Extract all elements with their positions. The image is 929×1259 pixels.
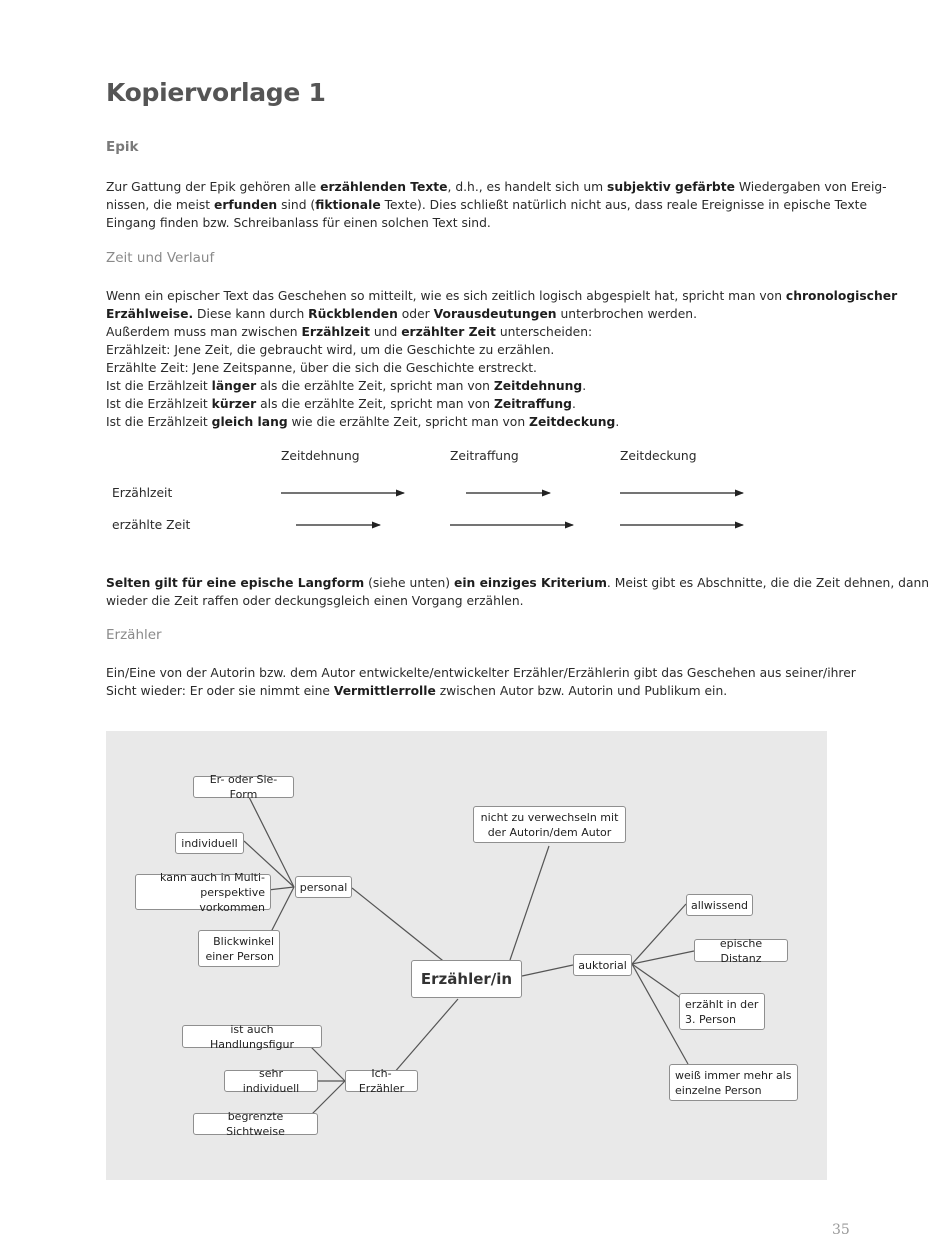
bold-term: gleich lang xyxy=(211,415,288,429)
text-run: wie die erzählte Zeit, spricht man von xyxy=(287,415,530,429)
mindmap-personal-item: Er- oder Sie-Form xyxy=(193,776,294,798)
mindmap-auktorial-item: allwissend xyxy=(686,894,753,916)
text-run: . xyxy=(615,415,620,429)
paragraph-erzaehler xyxy=(106,664,856,700)
text-run: Außerdem muss man zwischen xyxy=(106,325,302,339)
mindmap-personal-item: Blickwinkel einer Person xyxy=(198,930,280,967)
mindmap-auktorial-item: erzählt in der 3. Person xyxy=(679,993,765,1030)
text-run: Ist die Erzählzeit xyxy=(106,415,212,429)
diagram-column-zeitraffung: Zeitraffung xyxy=(450,449,519,463)
bold-term: erzählenden Texte xyxy=(320,180,448,194)
text-run: Zur Gattung der Epik gehören alle xyxy=(106,180,321,194)
section-heading-epik: Epik xyxy=(106,139,139,155)
diagram-column-zeitdeckung: Zeitdeckung xyxy=(620,449,697,463)
mindmap-personal-item: individuell xyxy=(175,832,244,854)
mindmap-auktorial-node: auktorial xyxy=(573,954,632,976)
text-run: , d.h., es handelt sich um xyxy=(447,180,608,194)
bold-term: fiktionale xyxy=(315,198,381,212)
bold-term: Rückblenden xyxy=(308,307,398,321)
text-run: Wiedergaben von Ereig- xyxy=(734,180,887,194)
text-run: oder xyxy=(397,307,434,321)
text-run: sind ( xyxy=(277,198,316,212)
diagram-row-erzaehlte-zeit: erzählte Zeit xyxy=(112,518,191,532)
section-heading-erzaehler: Erzähler xyxy=(106,627,162,643)
text-run: wieder die Zeit raffen oder deckungsgleich einen Vorgang erzählen. xyxy=(106,594,524,608)
diagram-row-erzaehlzeit: Erzählzeit xyxy=(112,486,173,500)
mindmap-ich-item: sehr individuell xyxy=(224,1070,318,1092)
text-line xyxy=(106,592,830,610)
text-line xyxy=(106,664,856,682)
bold-term: Zeitdeckung xyxy=(529,415,616,429)
mindmap-note-node: nicht zu verwechseln mit der Autorin/dem Autor xyxy=(473,806,626,843)
bold-term: erfunden xyxy=(214,198,278,212)
mindmap-auktorial-item: epische Distanz xyxy=(694,939,788,962)
section-heading-zeit: Zeit und Verlauf xyxy=(106,250,215,266)
bold-term: Vermittlerrolle xyxy=(333,684,436,698)
text-run: (siehe unten) xyxy=(364,576,454,590)
text-run: als die erzählte Zeit, spricht man von xyxy=(256,379,494,393)
diagram-column-zeitdehnung: Zeitdehnung xyxy=(281,449,360,463)
text-run: und xyxy=(369,325,402,339)
mindmap-ich-item: begrenzte Sichtweise xyxy=(193,1113,318,1135)
bold-term: Zeitraffung xyxy=(493,397,572,411)
text-run: Ist die Erzählzeit xyxy=(106,379,212,393)
page-number: 35 xyxy=(832,1222,850,1238)
mindmap-ich-node: Ich-Erzähler xyxy=(345,1070,418,1092)
bold-term: subjektiv gefärbte xyxy=(607,180,735,194)
bold-term: kürzer xyxy=(211,397,257,411)
text-run: Diese kann durch xyxy=(193,307,309,321)
text-run: nissen, die meist xyxy=(106,198,214,212)
mindmap-center-node: Erzähler/in xyxy=(411,960,522,998)
text-run: Erzählte Zeit: Jene Zeitspanne, über die sich die Geschichte erstreckt. xyxy=(106,361,537,375)
text-run: . Meist gibt es Abschnitte, die die Zeit dehnen, dann xyxy=(606,576,929,590)
text-run: unterbrochen werden. xyxy=(556,307,697,321)
text-line xyxy=(106,682,830,700)
text-run: zwischen Autor bzw. Autorin und Publikum ein. xyxy=(435,684,728,698)
text-run: unterscheiden: xyxy=(495,325,593,339)
mindmap-auktorial-item: weiß immer mehr als einzelne Person xyxy=(669,1064,798,1101)
text-run: als die erzählte Zeit, spricht man von xyxy=(256,397,494,411)
bold-term: ein einziges Kriterium xyxy=(454,576,607,590)
text-run: Ist die Erzählzeit xyxy=(106,397,212,411)
text-run: Sicht wieder: Er oder sie nimmt eine xyxy=(106,684,334,698)
bold-term: Vorausdeutungen xyxy=(433,307,557,321)
text-run: . xyxy=(582,379,587,393)
bold-term: Zeitdehnung xyxy=(493,379,583,393)
text-run: Erzählzeit: Jene Zeit, die gebraucht wird, um die Geschichte zu erzählen. xyxy=(106,343,555,357)
time-diagram-arrows xyxy=(0,0,890,560)
text-run: . xyxy=(571,397,576,411)
bold-term: chronologischer xyxy=(785,289,898,303)
page-title: Kopiervorlage 1 xyxy=(106,78,326,107)
mindmap-ich-item: ist auch Handlungsfigur xyxy=(182,1025,322,1048)
paragraph-selten xyxy=(106,574,929,610)
text-run: Ein/Eine von der Autorin bzw. dem Autor entwickelte/entwickelter Erzähler/Erzählerin gibt das Geschehen aus seiner/ihrer xyxy=(106,666,856,680)
text-run: Wenn ein epischer Text das Geschehen so mitteilt, wie es sich zeitlich logisch abgespielt hat, spricht man von xyxy=(106,289,786,303)
bold-term: Erzählzeit xyxy=(301,325,370,339)
mindmap-personal-item: kann auch in Multi- perspektive vorkommen xyxy=(135,874,271,910)
text-line xyxy=(106,574,929,592)
text-run: Eingang finden bzw. Schreibanlass für einen solchen Text sind. xyxy=(106,216,491,230)
bold-term: erzählter Zeit xyxy=(401,325,496,339)
bold-term: Selten gilt für eine epische Langform xyxy=(106,576,365,590)
text-run: Texte). Dies schließt natürlich nicht aus, dass reale Ereignisse in epische Texte xyxy=(380,198,868,212)
bold-term: länger xyxy=(211,379,257,393)
mindmap-personal-node: personal xyxy=(295,876,352,898)
bold-term: Erzählweise. xyxy=(106,307,194,321)
